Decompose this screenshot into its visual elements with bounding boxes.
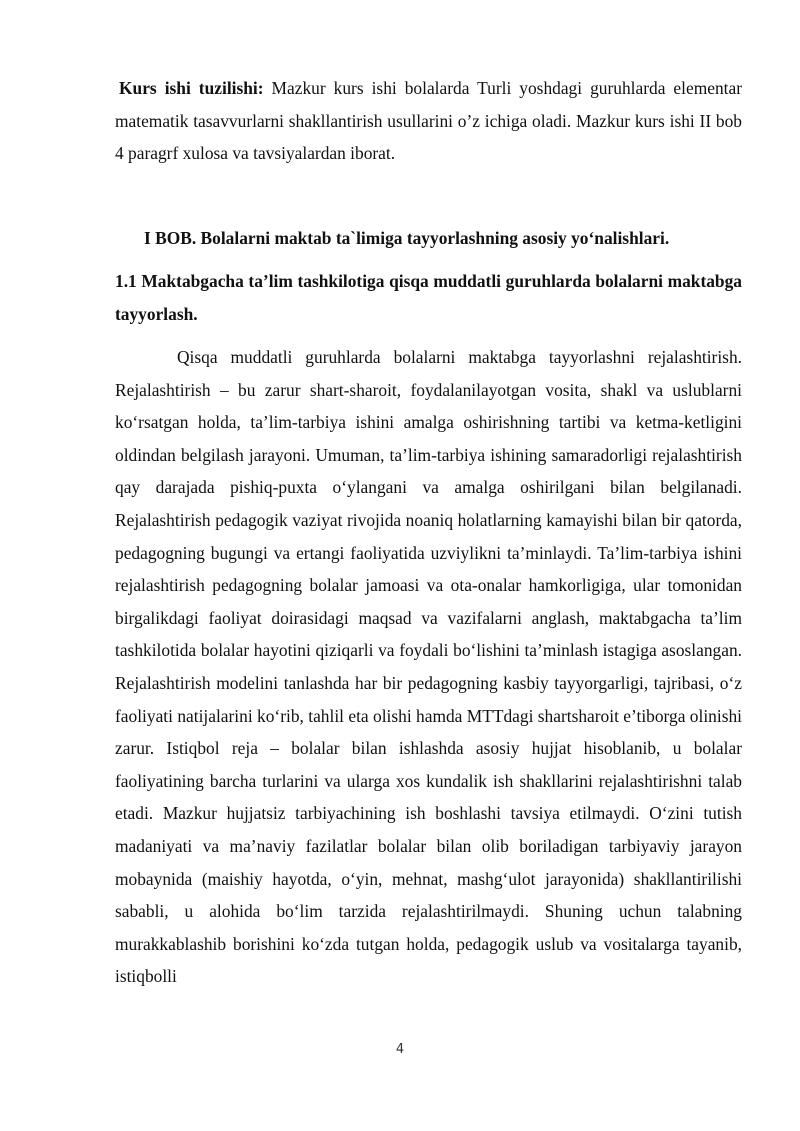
section-title: 1.1 Maktabgacha ta’lim tashkilotiga qisqa muddatli guruhlarda bolalarni maktabga tayyorlash. (115, 271, 742, 324)
intro-lead: Kurs ishi tuzilishi: (119, 78, 264, 98)
chapter-title: I BOB. Bolalarni maktab ta`limiga tayyorlashning asosiy yo‘nalishlari. (144, 228, 670, 248)
intro-text: Mazkur kurs ishi bolalarda Turli yoshdagi guruhlarda elementar matematik tasavvurlarni shakllantirish usullarini o’z ichiga oladi. Mazkur kurs ishi II bob 4 paragrf xulosa va tavsiyalardan iborat. (115, 78, 742, 164)
body-paragraph: Qisqa muddatli guruhlarda bolalarni maktabga tayyorlashni rejalashtirish. Rejalashtirish – bu zarur shart-sharoit, foydalanilayotgan vosita, shakl va uslublarni ko‘rsatgan holda, ta’lim-tarbiya ishini amalga oshirishning tartibi va ketma-ketligini oldindan belgilash jarayoni. Umuman, ta’lim-tarbiya ishining samaradorligi rejalashtirish qay darajada pishiq-puxta o‘ylangani va amalga oshirilgani bilan belgilanadi. Rejalashtirish pedagogik vaziyat rivojida noaniq holatlarning kamayishi bilan bir qatorda, pedagogning bugungi va ertangi faoliyatida uzviylikni ta’minlaydi. Ta’lim-tarbiya ishini rejalashtirish pedagogning bolalar jamoasi va ota-onalar hamkorligiga, ular tomonidan birgalikdagi faoliyat doirasidagi maqsad va vazifalarni anglash, maktabgacha ta’lim tashkilotida bolalar hayotini qiziqarli va foydali bo‘lishini ta’minlash istagiga asoslangan. Rejalashtirish modelini tanlashda har bir pedagogning kasbiy tayyorgarligi, tajribasi, o‘z faoliyati natijalarini ko‘rib, tahlil eta olishi hamda MTTdagi shartsharoit e’tiborga olinishi zarur. Istiqbol reja – bolalar bilan ishlashda asosiy hujjat hisoblanib, u bolalar faoliyatining barcha turlarini va ularga xos kundalik ish shakllarini rejalashtirishni talab etadi. Mazkur hujjatsiz tarbiyachining ish boshlashi tavsiya etilmaydi. O‘zini tutish madaniyati va ma’naviy fazilatlar bolalar bilan olib boriladigan tarbiyaviy jarayon mobaynida (maishiy hayotda, o‘yin, mehnat, mashg‘ulot jarayonida) shakllantirilishi sababli, u alohida bo‘lim tarzida rejalashtirilmaydi. Shuning uchun talabning murakkablashib borishini ko‘zda tutgan holda, pedagogik uslub va vositalarga tayanib, istiqbolli (115, 347, 742, 987)
intro-paragraph (115, 72, 742, 170)
page-number: 4 (395, 1042, 405, 1057)
